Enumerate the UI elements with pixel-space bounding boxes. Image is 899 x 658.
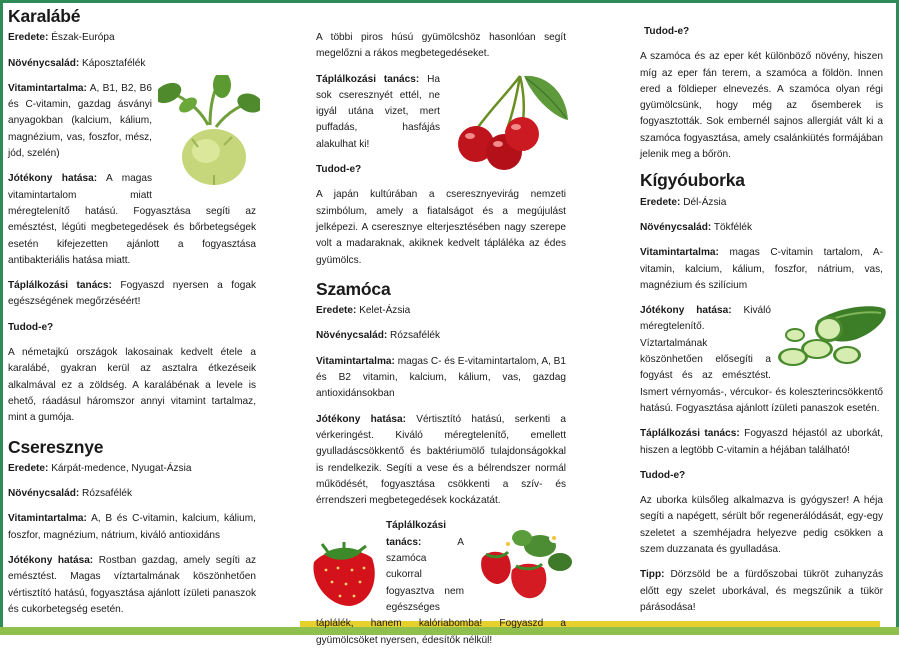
kigyouborka-novenycsalad: Növénycsalád: Tökfélék (640, 220, 883, 236)
strawberry-image (304, 540, 382, 610)
szamoca-tudod-e-text: A szamóca és az eper két különböző növény, hiszen míg az eper fán terem, a szamóca a földön. Innen ered a földieper elnevezés. A szamóca olyan régi gyümölcsünk, hogy még az ősemberek is fogyasztották. Sok embernél sajnos allergiát vált ki a szamóca fogyasztása, amely csalánkiütés formájában jelenik meg a bőrön. (640, 49, 883, 163)
column-2 (316, 30, 566, 658)
szamoca-vitamintartalma: Vitamintartalma: magas C- és E-vitamintartalom, A, B1 és B2 vitamin, kalcium, kálium, vas, gazdag antioxidánsokban (316, 354, 566, 403)
cseresznye-tudod-e: Tudod-e? (316, 162, 566, 178)
karalabe-novenycsalad: Növénycsalád: Káposztafélék (8, 56, 256, 72)
cseresznye-folytatas: A többi piros húsú gyümölcshöz hasonlóan segít megelőzni a rákos megbetegedéseket. (316, 30, 566, 63)
karalabe-taplalkozasi-tanacs: Táplálkozási tanács: Fogyaszd nyersen a fogak egészségének megőrzéséért! (8, 278, 256, 311)
szamoca-novenycsalad: Növénycsalád: Rózsafélék (316, 328, 566, 344)
cseresznye-vitamintartalma: Vitamintartalma: A, B és C-vitamin, kalcium, kálium, foszfor, magnézium, nátrium, kiváló antioxidáns (8, 511, 256, 544)
kigyouborka-tudod-e-text: Az uborka külsőleg alkalmazva is gyógyszer! A héja segíti a napégett, sérült bőr regenerálódását, egy-egy szeletet a szemhéjadra helyezve pedig csökken a szem duzzanata és gyulladása. (640, 493, 883, 558)
cucumber-image (777, 301, 889, 373)
kigyouborka-jotekony-hatas: Jótékony hatása: Kiváló méregtelenítő. Víztartalmának köszönhetően elősegíti a fogyást és az emésztést. Ismert vérnyomás-, vércukor- és koleszterincsökkentő hatású. Fogyasztása ajánlott ízületi panaszok esetén. (640, 303, 883, 417)
kohlrabi-image (158, 75, 260, 191)
cherries-image (446, 70, 572, 176)
column-1 (8, 6, 256, 627)
szamoca-jotekony-hatas: Jótékony hatása: Vértisztító hatású, serkenti a vérkeringést. Kiváló méregtelenítő, emellett gyulladáscsökkentő és baktériumölő tulajdonságokkal is rendelkezik. Segíti a vese és a bélrendszer normál működését, fogyasztása csökkenti a szív- és érrendszeri megbetegedések kockázatát. (316, 412, 566, 510)
szamoca-eredete: Eredete: Kelet-Ázsia (316, 303, 566, 319)
kigyouborka-vitamintartalma: Vitamintartalma: magas C-vitamin tartalom, A-vitamin, kalcium, kálium, foszfor, nátrium, vas, magnézium és szilícium (640, 245, 883, 294)
kigyouborka-tipp: Tipp: Dörzsöld be a fürdőszobai tükröt zuhanyzás előtt egy szelet uborkával, és megszűnik a tükör párásodása! (640, 567, 883, 616)
karalabe-tudod-e: Tudod-e? (8, 320, 256, 336)
karalabe-tudod-e-text: A németajkú országok lakosainak kedvelt étele a karalábé, gyakran kerül az asztalra étkezéseik alkalmával ez a zöldség. A karalábénak a levele is ehető, ráadásul háromszor annyi vitamint tartalmaz, mint a gumója. (8, 345, 256, 426)
heading-karalabe: Karalábé (8, 8, 256, 24)
column-3 (640, 24, 883, 625)
karalabe-vitamintartalma: Vitamintartalma: A, B1, B2, B6 és C-vitamin, gazdag ásványi anyagokban (kalcium, kálium, magnézium, vas, foszfor, mész, jód, szelén) (8, 81, 256, 162)
szamoca-tudod-e: Tudod-e? (644, 24, 883, 40)
cseresznye-taplalkozasi-tanacs: Táplálkozási tanács: Ha sok cseresznyét ettél, ne igyál utána vizet, mert puffadás, hasfájás alakulhat ki! (316, 72, 566, 153)
kigyouborka-tudod-e: Tudod-e? (640, 468, 883, 484)
strawberry-plant-image (468, 528, 572, 602)
cseresznye-tudod-e-text: A japán kultúrában a cseresznyevirág nemzeti szimbólum, amely a fiatalságot és a megújulást jelképezi. A cseresznye elterjesztésében nagy szerepe volt a madaraknak, akiknek kedvelt tápláléka az édes gyümölcs. (316, 187, 566, 268)
cseresznye-jotekony-hatas: Jótékony hatása: Rostban gazdag, amely segíti az emésztést. Magas víztartalmának köszönhetően vértisztító hatású, fogyasztása ajánlott ízületi panaszok és cukorbetegség esetén. (8, 553, 256, 618)
karalabe-jotekony-hatas: Jótékony hatása: A magas vitamintartalom miatt méregtelenítő hatású. Fogyasztása segíti az emésztést, légúti megbetegedések és bőrbetegségek esetén kifejezetten ajánlott a fogyasztása antibakteriális hatása miatt. (8, 171, 256, 269)
kigyouborka-eredete: Eredete: Dél-Ázsia (640, 195, 883, 211)
heading-kigyouborka: Kígyóuborka (640, 172, 883, 188)
kigyouborka-taplalkozasi-tanacs: Táplálkozási tanács: Fogyaszd héjastól az uborkát, hiszen a legtöbb C-vitamin a héjában található! (640, 426, 883, 459)
heading-szamoca: Szamóca (316, 281, 566, 297)
cseresznye-novenycsalad: Növénycsalád: Rózsafélék (8, 486, 256, 502)
karalabe-eredete: Eredete: Észak-Európa (8, 30, 256, 46)
szamoca-taplalkozasi-tanacs: Táplálkozási tanács: A szamóca cukorral fogyasztva nem egészséges táplálék, hanem kalóriabomba! Fogyaszd a gyümölcsöket nyersen, édesítők nélkül! (316, 518, 566, 648)
cseresznye-eredete: Eredete: Kárpát-medence, Nyugat-Ázsia (8, 461, 256, 477)
heading-cseresznye: Cseresznye (8, 439, 256, 455)
